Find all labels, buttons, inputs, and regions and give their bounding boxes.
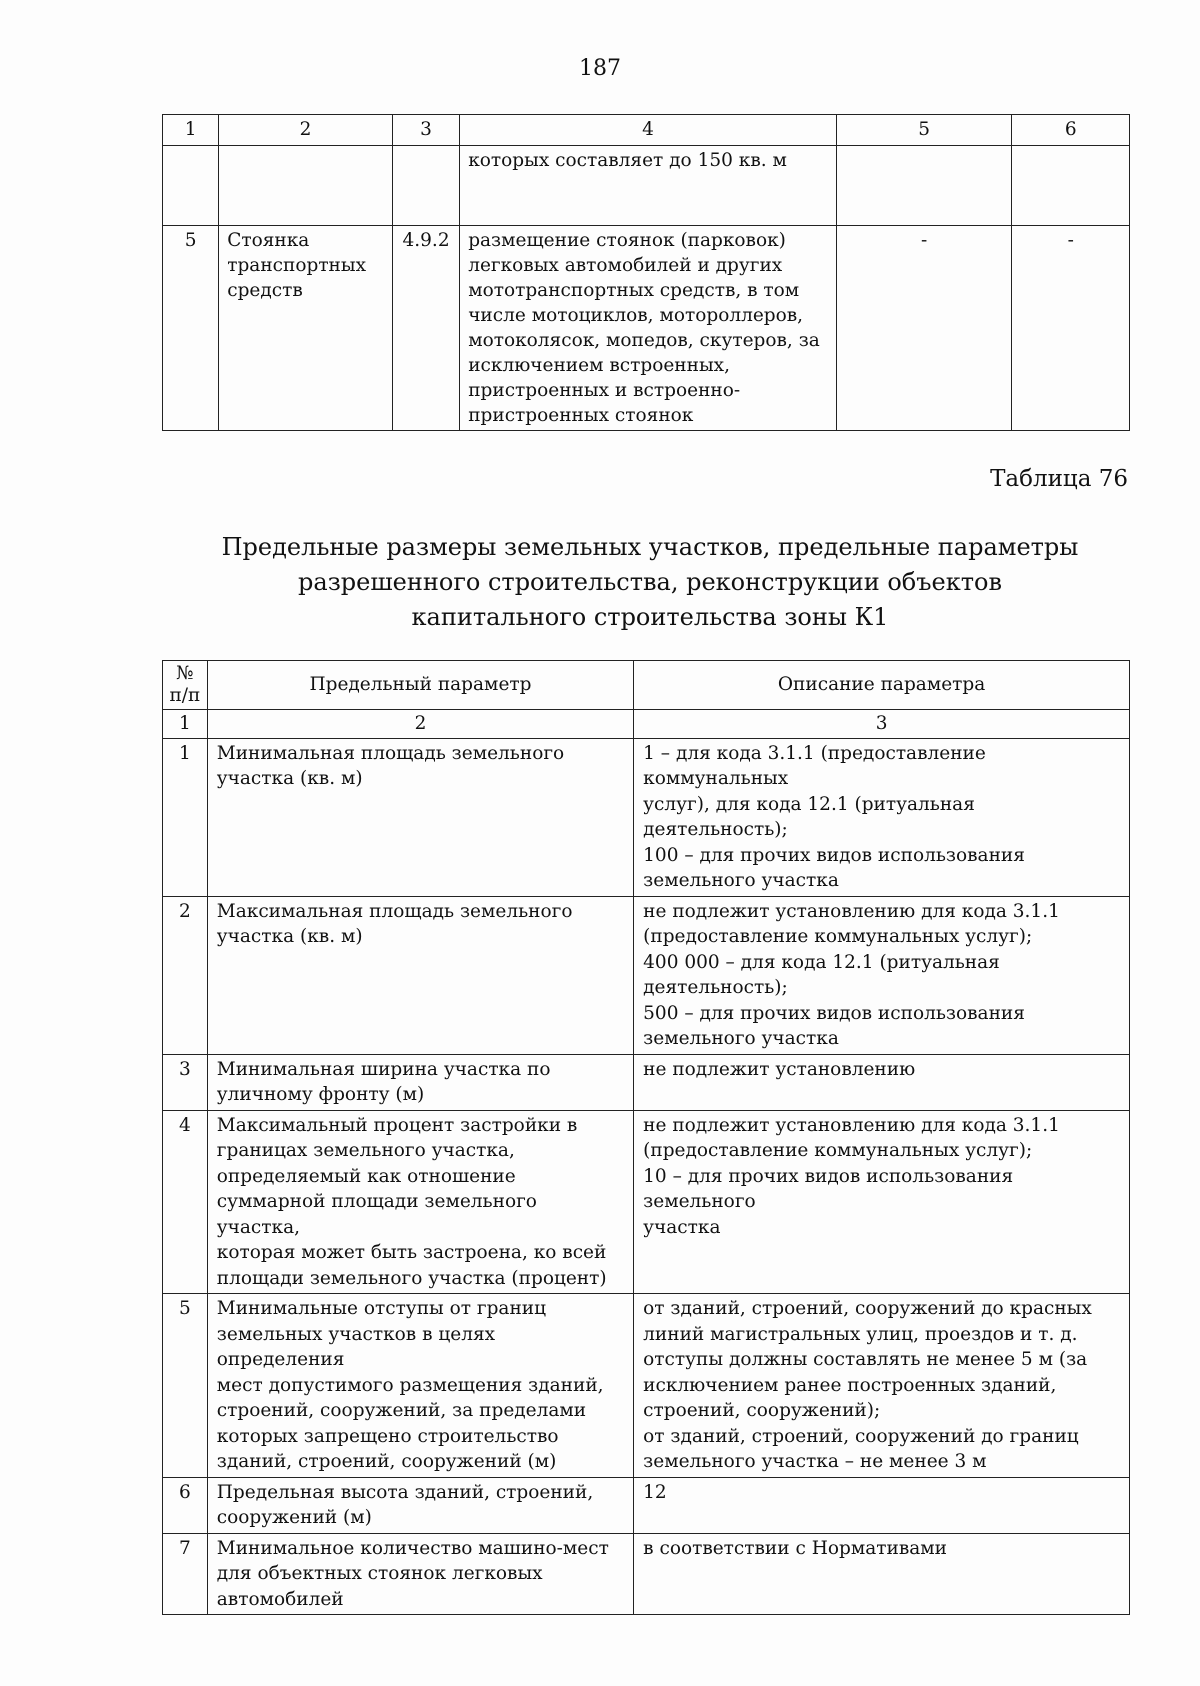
- column-number: 3: [634, 710, 1130, 739]
- row-number: 6: [163, 1477, 208, 1533]
- row-name: Стоянка транспортных средств: [219, 226, 393, 431]
- table-header-row: [163, 661, 1130, 710]
- row-param: Максимальный процент застройки в границах земельного участка, определяемый как отношение суммарной площади земельного участка, которая может быть застроена, ко всей площади земельного участка (процент): [207, 1110, 633, 1294]
- row-param: Минимальные отступы от границ земельных участков в целях определения мест допустимого размещения зданий, строений, сооружений, за пределами которых запрещено строительство зданий, строений, сооружений (м): [207, 1294, 633, 1478]
- row-col5: [836, 146, 1012, 226]
- row-desc: в соответствии с Нормативами: [634, 1533, 1130, 1615]
- row-col6: -: [1012, 226, 1130, 431]
- row-name: [219, 146, 393, 226]
- header-cell: 2: [219, 115, 393, 146]
- row-number: 1: [163, 738, 208, 896]
- row-desc: не подлежит установлению для кода 3.1.1 (предоставление коммунальных услуг); 400 000 – для кода 12.1 (ритуальная деятельность); 500 – для прочих видов использования земельного участка: [634, 896, 1130, 1054]
- row-desc: не подлежит установлению для кода 3.1.1 (предоставление коммунальных услуг); 10 – для прочих видов использования земельного участка: [634, 1110, 1130, 1294]
- header-desc: Описание параметра: [634, 661, 1130, 710]
- row-description: которых составляет до 150 кв. м: [460, 146, 837, 226]
- page-number: 187: [579, 56, 621, 81]
- row-col5: -: [836, 226, 1012, 431]
- column-number: 2: [207, 710, 633, 739]
- table-row: [163, 1294, 1130, 1478]
- table-header-row: [163, 115, 1130, 146]
- header-cell: 5: [836, 115, 1012, 146]
- table-title: Предельные размеры земельных участков, предельные параметры разрешенного строительства, реконструкции объектов капитального строительства зоны К1: [221, 533, 1079, 631]
- row-param: Минимальная площадь земельного участка (кв. м): [207, 738, 633, 896]
- row-number: 4: [163, 1110, 208, 1294]
- row-param: Минимальная ширина участка по уличному фронту (м): [207, 1054, 633, 1110]
- row-description: размещение стоянок (парковок) легковых автомобилей и других мототранспортных средств, в том числе мотоциклов, мотороллеров, мотоколясок, мопедов, скутеров, за исключением встроенных, пристроенных и встроенно- пристроенных стоянок: [460, 226, 837, 431]
- row-param: Максимальная площадь земельного участка (кв. м): [207, 896, 633, 1054]
- table-label: Таблица 76: [990, 466, 1128, 492]
- row-number: 5: [163, 226, 219, 431]
- row-desc: от зданий, строений, сооружений до красных линий магистральных улиц, проездов и т. д. отступы должны составлять не менее 5 м (за исключением ранее построенных зданий, строений, сооружений); от зданий, строений, сооружений до границ земельного участка – не менее 3 м: [634, 1294, 1130, 1478]
- row-col6: [1012, 146, 1130, 226]
- row-param: Минимальное количество машино-мест для объектных стоянок легковых автомобилей: [207, 1533, 633, 1615]
- row-number: [163, 146, 219, 226]
- column-number: 1: [163, 710, 208, 739]
- table-row: [163, 896, 1130, 1054]
- header-cell: 1: [163, 115, 219, 146]
- header-cell: 6: [1012, 115, 1130, 146]
- table-row: [163, 1533, 1130, 1615]
- column-numbers-row: [163, 710, 1130, 739]
- row-number: 7: [163, 1533, 208, 1615]
- row-param: Предельная высота зданий, строений, сооружений (м): [207, 1477, 633, 1533]
- table-row: [163, 1477, 1130, 1533]
- table-row: [163, 146, 1130, 226]
- row-desc: не подлежит установлению: [634, 1054, 1130, 1110]
- row-desc: 12: [634, 1477, 1130, 1533]
- header-cell: 3: [392, 115, 459, 146]
- row-desc: 1 – для кода 3.1.1 (предоставление коммунальных услуг), для кода 12.1 (ритуальная деятельность); 100 – для прочих видов использования земельного участка: [634, 738, 1130, 896]
- params-table: [162, 660, 1130, 1615]
- table-row: [163, 1110, 1130, 1294]
- table-row: [163, 738, 1130, 896]
- header-number: № п/п: [163, 661, 208, 710]
- header-cell: 4: [460, 115, 837, 146]
- header-param: Предельный параметр: [207, 661, 633, 710]
- row-code: [392, 146, 459, 226]
- row-number: 3: [163, 1054, 208, 1110]
- table-row: [163, 226, 1130, 431]
- row-code: 4.9.2: [392, 226, 459, 431]
- continued-table: [162, 114, 1130, 431]
- row-number: 5: [163, 1294, 208, 1478]
- row-number: 2: [163, 896, 208, 1054]
- table-row: [163, 1054, 1130, 1110]
